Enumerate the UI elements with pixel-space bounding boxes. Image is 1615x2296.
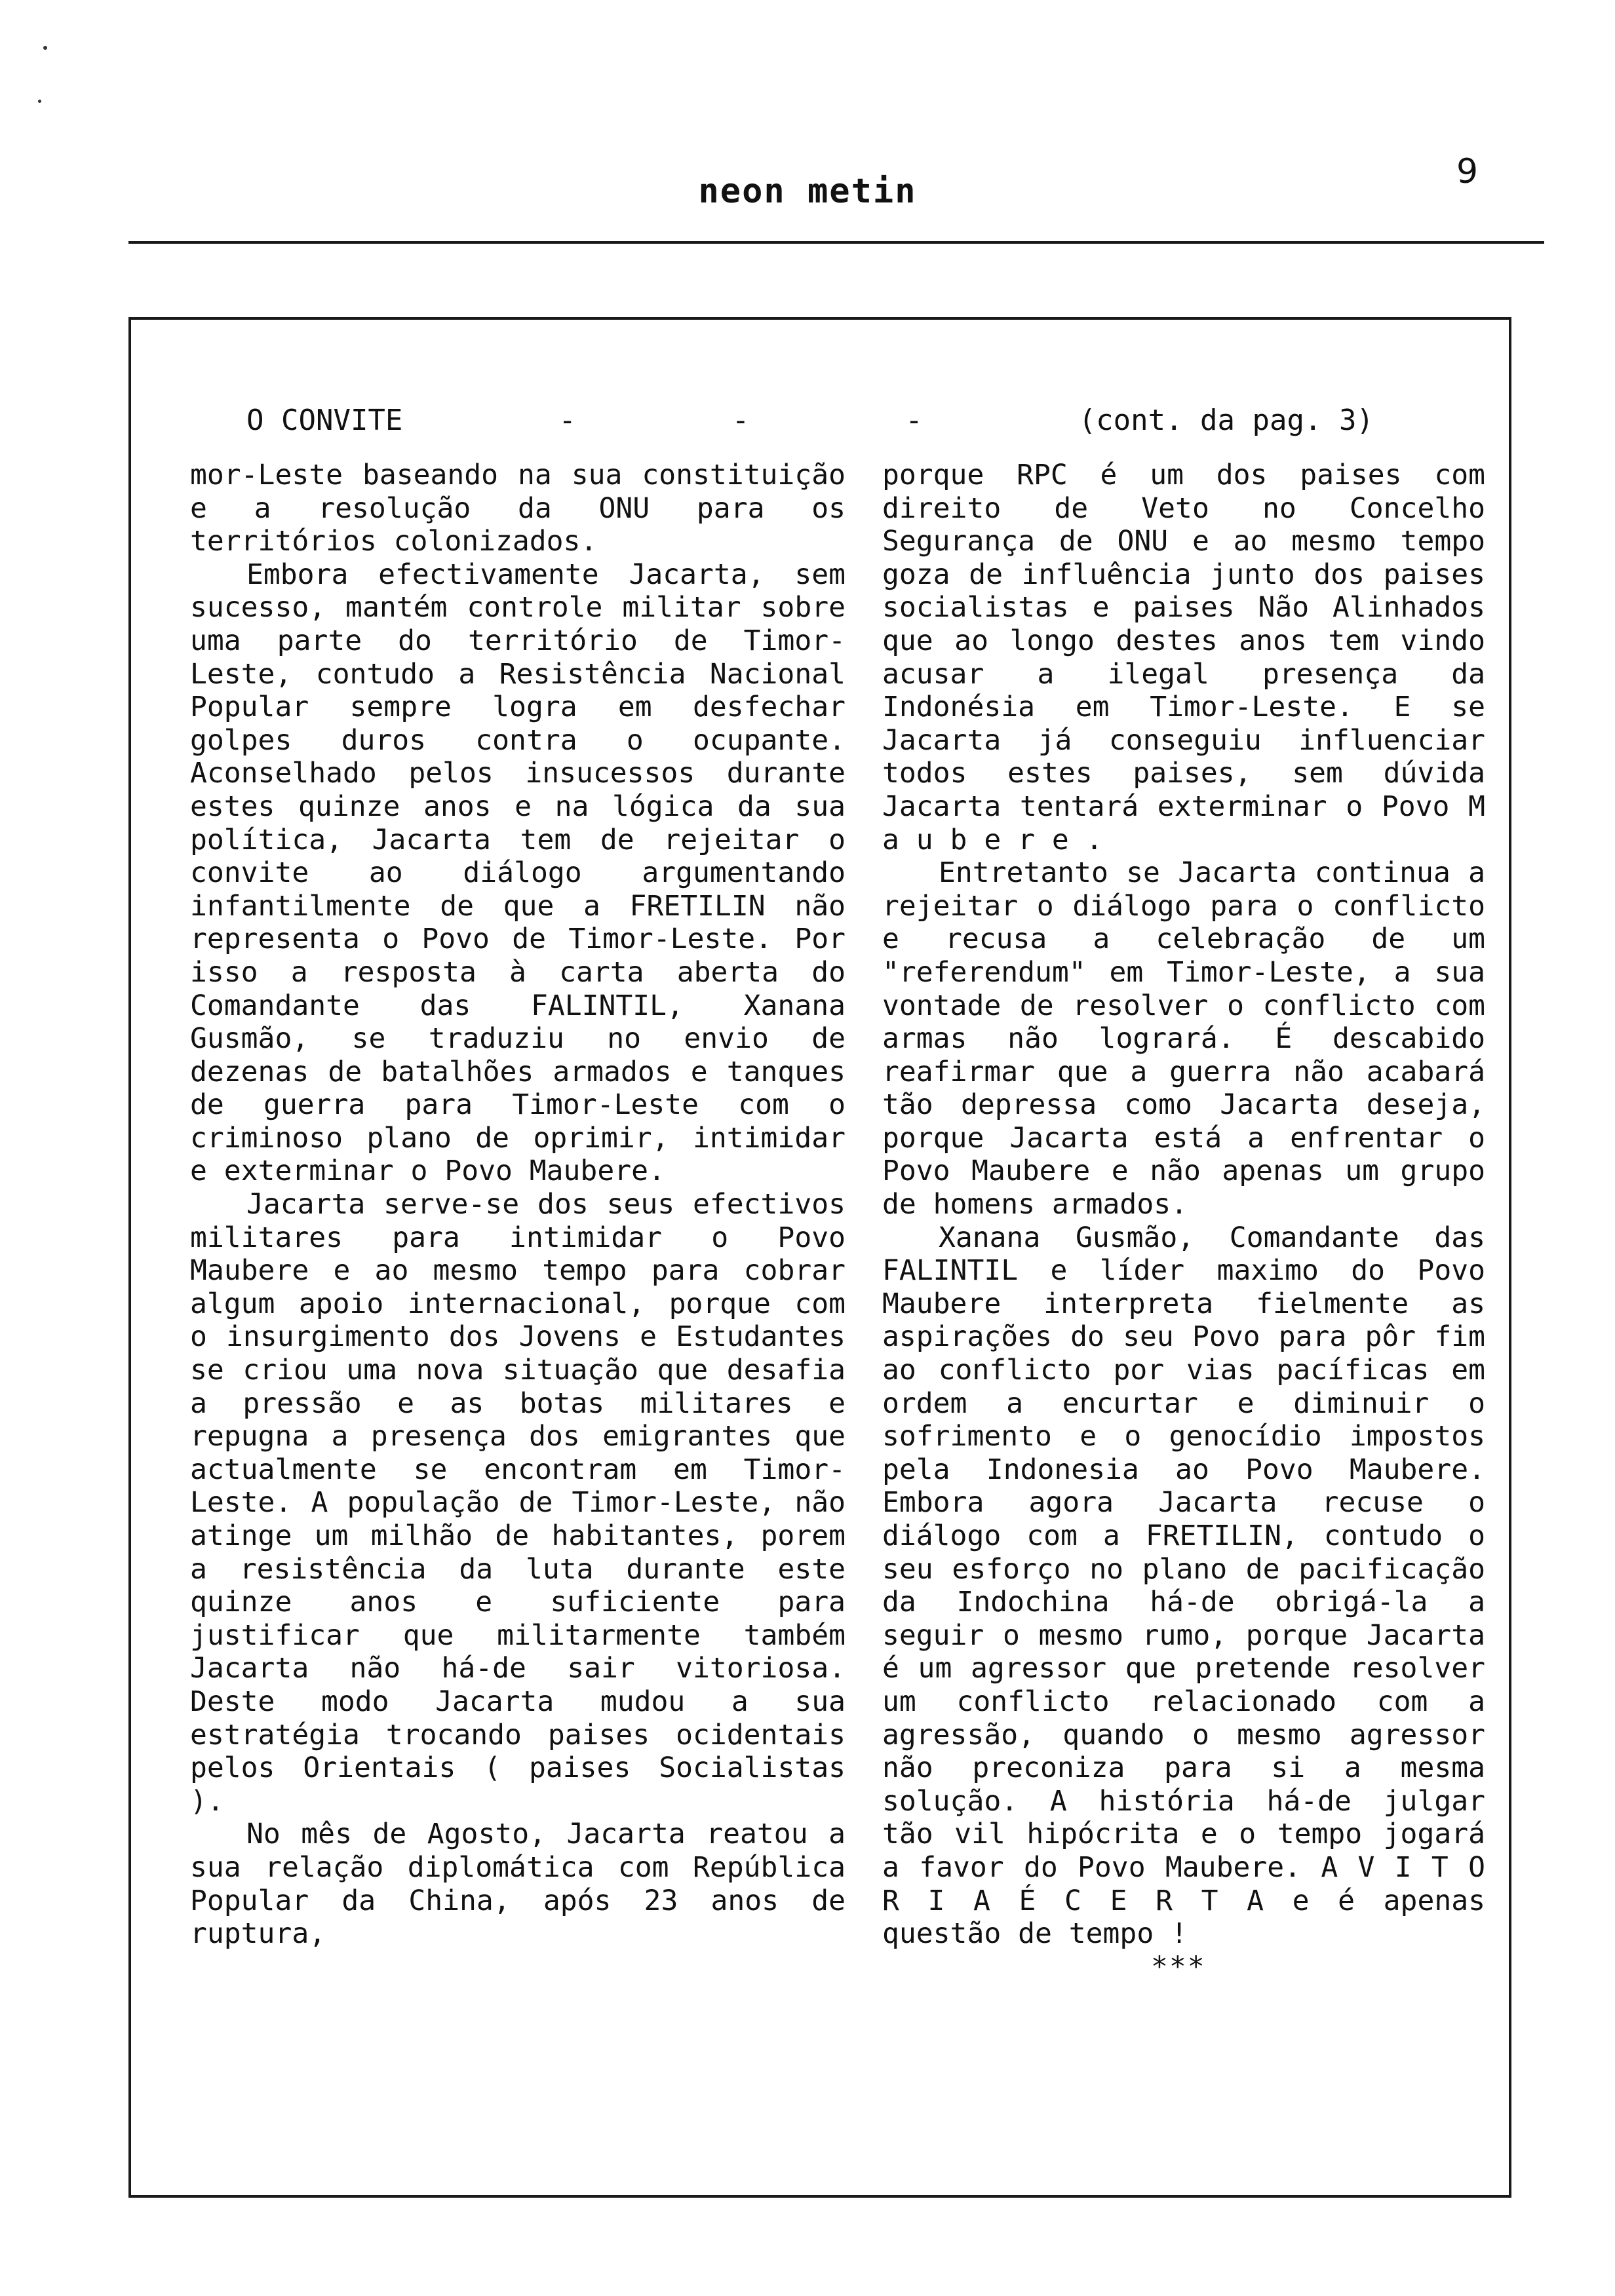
paragraph: Xanana Gusmão, Comandante das FALINTIL e líder maximo do Povo Maubere interpreta fielmente as aspirações do seu Povo para pôr fim ao conflicto por vias pacíficas em ordem a encurtar e diminuir o sofrimento e o genocídio impostos pela Indonesia ao Povo Maubere. Embora agora Jacarta recuse o diálogo com a FRETILIN, contudo o seu esforço no plano de pacificação da Indochina há-de obrigá-la a seguir o mesmo rumo, porque Jacarta é um agressor que pretende resolver um conflicto relacionado com a agressão, quando o mesmo agressor não preconiza para si a mesma solução. A história há-de julgar tão vil hipócrita e o tempo jogará a favor do Povo Maubere. A V I T O R I A É C E R T A e é apenas questão de tempo !: [882, 1221, 1485, 1951]
title-dash-1: -: [558, 403, 576, 437]
end-mark-line: [882, 1951, 1485, 1984]
paragraph: Entretanto se Jacarta continua a rejeitar o diálogo para o conflicto e recusa a celebração de um "referendum" em Timor-Leste, a sua vontade de resolver o conflicto com armas não logrará. É descabido reafirmar que a guerra não acabará tão depressa como Jacarta deseja, porque Jacarta está a enfrentar o Povo Maubere e não apenas um grupo de homens armados.: [882, 856, 1485, 1221]
scan-speck: [43, 46, 47, 50]
header-rule: [128, 241, 1544, 244]
paragraph: No mês de Agosto, Jacarta reatou a sua relação diplomática com República Popular da China, após 23 anos de ruptura,: [190, 1818, 846, 1951]
paragraph: Embora efectivamente Jacarta, sem sucesso, mantém controle militar sobre uma parte do território de Timor-Leste, contudo a Resistência Nacional Popular sempre logra em desfechar golpes duros contra o ocupante. Aconselhado pelos insucessos durante estes quinze anos e na lógica da sua política, Jacarta tem de rejeitar o convite ao diálogo argumentando infantilmente de que a FRETILIN não representa o Povo de Timor-Leste. Por isso a resposta à carta aberta do Comandante das FALINTIL, Xanana Gusmão, se traduziu no envio de dezenas de batalhões armados e tanques de guerra para Timor-Leste com o criminoso plano de oprimir, intimidar e exterminar o Povo Maubere.: [190, 558, 846, 1188]
scan-speck: [38, 100, 41, 103]
paragraph: Jacarta serve-se dos seus efectivos militares para intimidar o Povo Maubere e ao mesmo tempo para cobrar algum apoio internacional, porque com o insurgimento dos Jovens e Estudantes se criou uma nova situação que desafia a pressão e as botas militares e repugna a presença dos emigrantes que actualmente se encontram em Timor-Leste. A população de Timor-Leste, não atinge um milhão de habitantes, porem a resistência da luta durante este quinze anos e suficiente para justificar que militarmente também Jacarta não há-de sair vitoriosa. Deste modo Jacarta mudou a sua estratégia trocando paises ocidentais pelos Orientais ( paises Socialistas ).: [190, 1188, 846, 1818]
publication-masthead: neon metin: [698, 172, 917, 211]
continuation-note: (cont. da pag. 3): [1078, 403, 1374, 437]
article-title: O CONVITE: [246, 403, 403, 437]
right-column: [882, 459, 1485, 1983]
end-mark: ***: [1151, 1950, 1206, 1983]
article-title-row: [246, 397, 1374, 443]
article-frame: [128, 317, 1511, 2198]
page-number: 9: [1456, 152, 1479, 191]
title-dash-2: -: [731, 403, 750, 437]
paragraph: mor-Leste baseando na sua constituição e a resolução da ONU para os territórios colonizados.: [190, 459, 846, 558]
left-column: [190, 459, 846, 1951]
paragraph: porque RPC é um dos paises com direito de Veto no Concelho Segurança de ONU e ao mesmo tempo goza de influência junto dos paises socialistas e paises Não Alinhados que ao longo destes anos tem vindo acusar a ilegal presença da Indonésia em Timor-Leste. E se Jacarta já conseguiu influenciar todos estes paises, sem dúvida Jacarta tentará exterminar o Povo M a u b e r e .: [882, 459, 1485, 856]
title-dash-3: -: [905, 403, 923, 437]
